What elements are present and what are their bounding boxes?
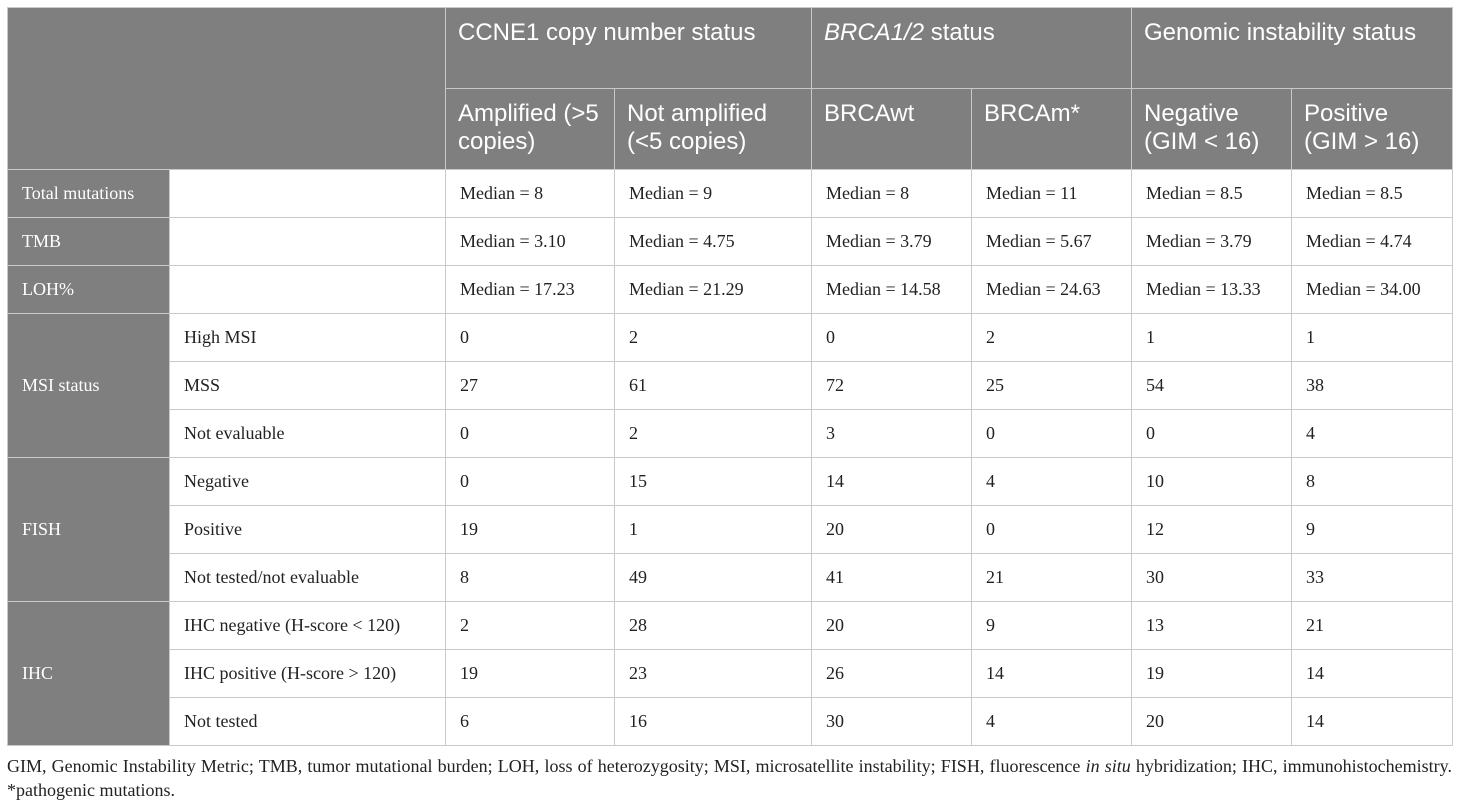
table-cell: Median = 3.79 [812,218,972,266]
table-row-msi-not-evaluable [8,410,1453,458]
table-cell: Median = 13.33 [1132,266,1292,314]
header-genomic-instability: Genomic instability status [1132,8,1453,89]
table-cell: 1 [615,506,812,554]
table-cell: 21 [1292,602,1453,650]
table-cell: Median = 11 [972,170,1132,218]
table-row-ihc-positive [8,650,1453,698]
table-cell: Median = 4.74 [1292,218,1453,266]
table-cell: Median = 3.79 [1132,218,1292,266]
row-label: LOH% [8,266,170,314]
table-cell: 4 [972,698,1132,746]
header-amplified: Amplified (>5 copies) [446,89,615,170]
row-label-msi: MSI status [8,314,170,458]
table-cell: Median = 24.63 [972,266,1132,314]
table-cell: Median = 8.5 [1292,170,1453,218]
table-cell: 38 [1292,362,1453,410]
table-cell: 26 [812,650,972,698]
table-cell: Median = 8.5 [1132,170,1292,218]
table-row-loh [8,266,1453,314]
row-sublabel [170,170,446,218]
table-cell: Median = 8 [446,170,615,218]
header-not-amplified: Not amplified (<5 copies) [615,89,812,170]
header-gim-positive: Positive (GIM > 16) [1292,89,1453,170]
table-row-ihc-not-tested [8,698,1453,746]
row-sublabel: Positive [170,506,446,554]
header-brcawt: BRCAwt [812,89,972,170]
table-cell: 20 [812,602,972,650]
table-cell: 0 [1132,410,1292,458]
table-cell: 9 [1292,506,1453,554]
table-row-fish-not-tested [8,554,1453,602]
table-row-total-mutations [8,170,1453,218]
table-cell: 15 [615,458,812,506]
row-sublabel: MSS [170,362,446,410]
table-cell: 30 [1132,554,1292,602]
table-cell: 23 [615,650,812,698]
table-cell: 2 [972,314,1132,362]
table-cell: 19 [446,650,615,698]
table-row-fish-positive [8,506,1453,554]
row-sublabel: Negative [170,458,446,506]
table-cell: Median = 4.75 [615,218,812,266]
table-footnote [7,754,1452,802]
table-row-fish-negative [8,458,1453,506]
row-label-ihc: IHC [8,602,170,746]
table-cell: 25 [972,362,1132,410]
table-cell: 28 [615,602,812,650]
row-sublabel: IHC positive (H-score > 120) [170,650,446,698]
data-table-container [7,7,1452,746]
row-sublabel: Not tested/not evaluable [170,554,446,602]
header-corner [8,8,446,170]
table-cell: 0 [972,410,1132,458]
footnote-part2: hybridization; IHC, immunohistochemistry. *pathogenic mutations. [7,756,1452,800]
header-brca [812,8,1132,89]
table-cell: Median = 3.10 [446,218,615,266]
table-cell: 72 [812,362,972,410]
table-cell: 1 [1132,314,1292,362]
table-cell: 9 [972,602,1132,650]
table-cell: 10 [1132,458,1292,506]
table-cell: 16 [615,698,812,746]
header-brca-rest: status [924,19,995,46]
table-row-msi-high [8,314,1453,362]
footnote-part1: GIM, Genomic Instability Metric; TMB, tumor mutational burden; LOH, loss of heterozygosity; MSI, microsatellite instability; FISH, fluorescence [7,756,1086,776]
table-cell: 14 [812,458,972,506]
table-cell: 27 [446,362,615,410]
table-cell: 19 [1132,650,1292,698]
table-cell: 14 [1292,698,1453,746]
header-brcam: BRCAm* [972,89,1132,170]
table-cell: 20 [1132,698,1292,746]
row-sublabel: IHC negative (H-score < 120) [170,602,446,650]
table-cell: Median = 5.67 [972,218,1132,266]
row-label: TMB [8,218,170,266]
table-cell: 0 [446,458,615,506]
table-cell: 2 [446,602,615,650]
table-cell: 12 [1132,506,1292,554]
header-ccne1: CCNE1 copy number status [446,8,812,89]
header-gim-negative: Negative (GIM < 16) [1132,89,1292,170]
table-cell: Median = 8 [812,170,972,218]
row-sublabel: Not evaluable [170,410,446,458]
footnote-italic: in situ [1085,756,1131,776]
table-cell: 3 [812,410,972,458]
table-row-tmb [8,218,1453,266]
table-cell: 41 [812,554,972,602]
table-row-ihc-negative [8,602,1453,650]
table-cell: 0 [812,314,972,362]
table-cell: 61 [615,362,812,410]
table-cell: 0 [446,314,615,362]
table-cell: 49 [615,554,812,602]
table-cell: Median = 34.00 [1292,266,1453,314]
table-cell: 0 [972,506,1132,554]
table-cell: Median = 14.58 [812,266,972,314]
table-cell: Median = 9 [615,170,812,218]
row-sublabel [170,218,446,266]
table-cell: 8 [446,554,615,602]
row-label: Total mutations [8,170,170,218]
table-cell: 14 [1292,650,1453,698]
header-row-groups [8,8,1453,89]
row-sublabel [170,266,446,314]
table-cell: 33 [1292,554,1453,602]
row-sublabel: High MSI [170,314,446,362]
table-cell: 0 [446,410,615,458]
table-cell: 14 [972,650,1132,698]
header-brca-gene: BRCA1/2 [824,19,925,46]
table-row-msi-mss [8,362,1453,410]
table-cell: 54 [1132,362,1292,410]
table-cell: 1 [1292,314,1453,362]
table-cell: 30 [812,698,972,746]
row-sublabel: Not tested [170,698,446,746]
table-cell: Median = 21.29 [615,266,812,314]
results-table [7,7,1453,746]
table-cell: 2 [615,314,812,362]
table-cell: 19 [446,506,615,554]
table-cell: Median = 17.23 [446,266,615,314]
row-label-fish: FISH [8,458,170,602]
table-cell: 4 [972,458,1132,506]
table-cell: 4 [1292,410,1453,458]
table-cell: 6 [446,698,615,746]
table-cell: 2 [615,410,812,458]
table-cell: 13 [1132,602,1292,650]
table-cell: 21 [972,554,1132,602]
table-cell: 20 [812,506,972,554]
table-cell: 8 [1292,458,1453,506]
